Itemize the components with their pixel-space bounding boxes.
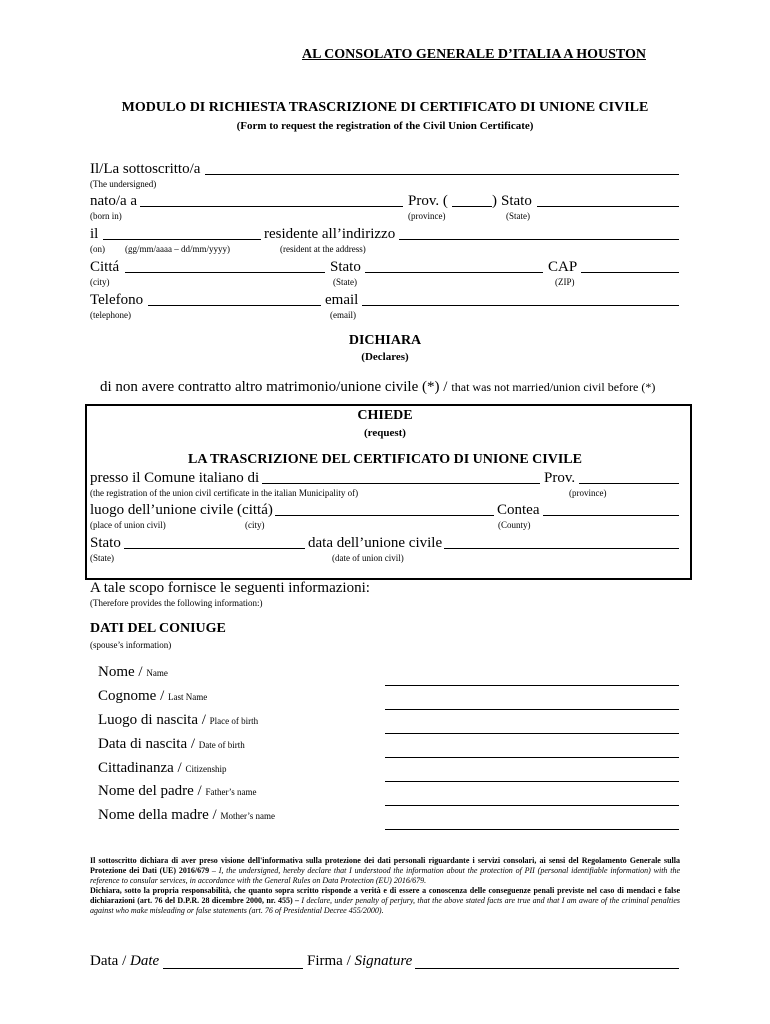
state-label: Stato — [501, 193, 532, 209]
declares-text-en: that was not married/union civil before (*) — [451, 380, 656, 394]
municipality-field[interactable] — [262, 483, 540, 484]
birth-date-field[interactable] — [103, 239, 261, 240]
email-en: (email) — [330, 310, 356, 320]
declares-title: DICHIARA — [348, 333, 422, 348]
date-signature-label: Data / Date — [90, 953, 160, 969]
email-field[interactable] — [362, 305, 679, 306]
province-en: (province) — [408, 211, 446, 221]
spouse-citizenship-field[interactable] — [385, 781, 679, 782]
state-en: (State) — [506, 211, 530, 221]
undersigned-en: (The undersigned) — [90, 179, 157, 189]
place-field[interactable] — [275, 515, 494, 516]
spouse-father-field[interactable] — [385, 805, 679, 806]
prov-label: Prov. ( — [408, 193, 448, 209]
born-field[interactable] — [140, 206, 403, 207]
born-en: (born in) — [90, 211, 122, 221]
municipality-en: (the registration of the union civil certificate in the italian Municipality of) — [90, 488, 359, 498]
spouse-mother-label: Nome della madre / Mother’s name — [98, 807, 276, 823]
declares-subtitle: (Declares) — [361, 351, 409, 363]
place-label: luogo dell’unione civile (cittá) — [90, 502, 273, 518]
info-text-en: (Therefore provides the following information:) — [90, 598, 263, 608]
form-title: MODULO DI RICHIESTA TRASCRIZIONE DI CERTIFICATO DI UNIONE CIVILE — [121, 100, 649, 115]
spouse-father-label: Nome del padre / Father’s name — [98, 783, 257, 799]
spouse-title: DATI DEL CONIUGE — [90, 621, 226, 636]
prov-field[interactable] — [452, 206, 492, 207]
state2-en: (State) — [333, 277, 357, 287]
request-state-en: (State) — [90, 553, 114, 563]
spouse-lastname-field[interactable] — [385, 709, 679, 710]
consulate-title: AL CONSOLATO GENERALE D’ITALIA A HOUSTON — [302, 47, 646, 62]
union-date-en: (date of union civil) — [332, 553, 404, 563]
request-heading: LA TRASCRIZIONE DEL CERTIFICATO DI UNIONE CIVILE — [188, 452, 582, 467]
request-state-field[interactable] — [124, 548, 305, 549]
spouse-name-field[interactable] — [385, 685, 679, 686]
phone-en: (telephone) — [90, 310, 131, 320]
city-en: (city) — [90, 277, 110, 287]
legal-notice — [90, 856, 680, 916]
municipality-label: presso il Comune italiano di — [90, 470, 260, 486]
sign-label: Firma / Signature — [307, 953, 413, 969]
union-date-field[interactable] — [444, 548, 679, 549]
prov-close: ) — [492, 193, 497, 209]
phone-label: Telefono — [90, 292, 144, 308]
request-subtitle: (request) — [364, 427, 406, 439]
spouse-birthdate-field[interactable] — [385, 757, 679, 758]
county-field[interactable] — [543, 515, 679, 516]
state-field[interactable] — [537, 206, 679, 207]
form-subtitle: (Form to request the registration of the Civil Union Certificate) — [236, 120, 534, 132]
truth-declaration: Dichiara, sotto la propria responsabilità, che quanto sopra scritto risponde a verità e di essere a conoscenza delle conseguenze penali previste nel caso di mendaci e false dichiarazioni (art. 76 del D.P.R. 28 dicembre 2000, nr. 455) – I declare, under penalty of perjury, that the above stated facts are true and that I am aware of the criminal penalties against who make misleading or false statements (art. 76 of Presidential Decree 455/2000). — [90, 886, 680, 915]
spouse-birthplace-label: Luogo di nascita / Place of birth — [98, 712, 259, 728]
request-prov-field[interactable] — [579, 483, 679, 484]
spouse-birthdate-label: Data di nascita / Date of birth — [98, 736, 245, 752]
state2-field[interactable] — [365, 272, 543, 273]
state2-label: Stato — [330, 259, 361, 275]
cap-field[interactable] — [581, 272, 679, 273]
date-format-en: (gg/mm/aaaa – dd/mm/yyyy) — [125, 244, 230, 254]
spouse-subtitle: (spouse’s information) — [90, 640, 172, 650]
request-title: CHIEDE — [357, 408, 413, 423]
info-text: A tale scopo fornisce le seguenti informazioni: — [90, 580, 370, 596]
undersigned-label: Il/La sottoscritto/a — [90, 161, 201, 177]
county-label: Contea — [497, 502, 540, 518]
union-date-label: data dell’unione civile — [308, 535, 443, 551]
request-province-en: (province) — [569, 488, 607, 498]
residing-label: residente all’indirizzo — [264, 226, 396, 242]
on-label: il — [90, 226, 99, 242]
request-city-en: (city) — [245, 520, 265, 530]
privacy-declaration: Il sottoscritto dichiara di aver preso visione dell'informativa sulla protezione dei dati personali riguardante i servizi consolari, ai sensi del Regolamento Generale sulla Protezione dei Dati (UE) 2016/679 – I, the undersigned, hereby declare that I understood the information about the protection of PII (personal identifiable information) with the reference to consular services, in accordance with the General Rules on Data Protection (EU) 2016/679. — [90, 856, 680, 885]
address-field[interactable] — [399, 239, 679, 240]
declares-text-it: di non avere contratto altro matrimonio/unione civile (*) / — [100, 379, 448, 395]
request-prov-label: Prov. — [544, 470, 576, 486]
county-en: (County) — [498, 520, 531, 530]
request-state-label: Stato — [90, 535, 121, 551]
city-label: Cittá — [90, 259, 120, 275]
email-label: email — [325, 292, 359, 308]
spouse-birthplace-field[interactable] — [385, 733, 679, 734]
cap-label: CAP — [548, 259, 578, 275]
spouse-citizenship-label: Cittadinanza / Citizenship — [98, 760, 227, 776]
spouse-lastname-label: Cognome / Last Name — [98, 688, 208, 704]
phone-field[interactable] — [148, 305, 321, 306]
place-en: (place of union civil) — [90, 520, 166, 530]
signature-date-field[interactable] — [163, 968, 303, 969]
signature-field[interactable] — [415, 968, 679, 969]
born-label: nato/a a — [90, 193, 138, 209]
zip-en: (ZIP) — [555, 277, 575, 287]
undersigned-field[interactable] — [205, 174, 679, 175]
spouse-name-label: Nome / Name — [98, 664, 168, 680]
city-field[interactable] — [125, 272, 325, 273]
address-en: (resident at the address) — [280, 244, 366, 254]
declares-statement — [100, 378, 655, 396]
on-en: (on) — [90, 244, 105, 254]
spouse-mother-field[interactable] — [385, 829, 679, 830]
